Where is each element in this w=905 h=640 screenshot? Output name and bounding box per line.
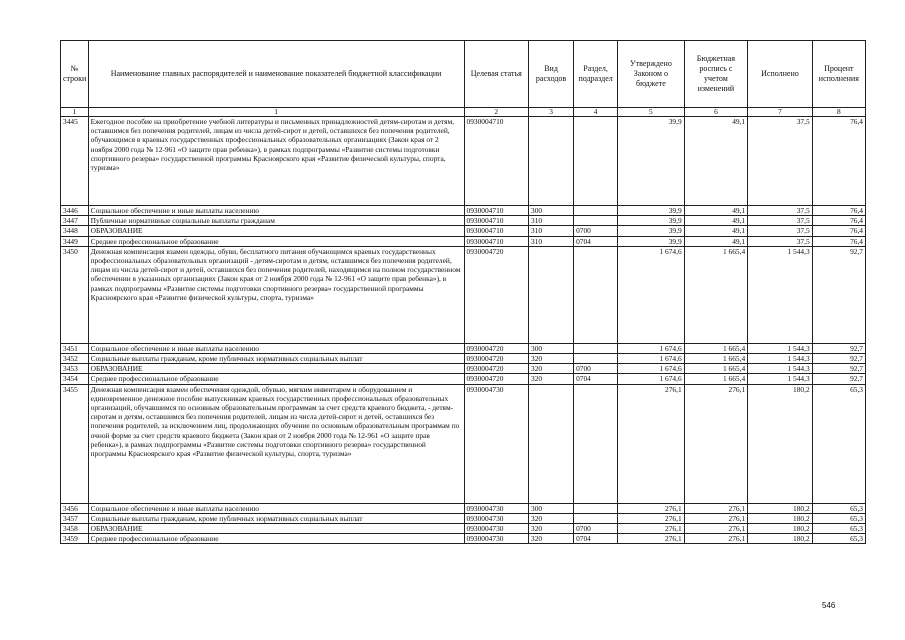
column-number: 1 [88, 108, 464, 117]
header-name: Наименование главных распорядителей и наименование показателей бюджетной классификации [88, 41, 464, 108]
row-percent: 92,7 [812, 246, 865, 343]
row-percent: 76,4 [812, 117, 865, 206]
row-approved: 276,1 [618, 384, 685, 503]
row-executed: 180,2 [748, 384, 813, 503]
header-expense-kind: Вид расходов [529, 41, 574, 108]
row-name: Среднее профессиональное образование [88, 236, 464, 246]
row-approved: 276,1 [618, 503, 685, 513]
table-row [61, 206, 866, 216]
row-schedule: 276,1 [684, 524, 747, 534]
column-number: 7 [748, 108, 813, 117]
row-executed: 37,5 [748, 226, 813, 236]
row-approved: 276,1 [618, 524, 685, 534]
table-row [61, 236, 866, 246]
header-schedule: Бюджетная роспись с учетом изменений [684, 41, 747, 108]
row-schedule: 1 665,4 [684, 343, 747, 353]
row-percent: 65,3 [812, 534, 865, 544]
table-row [61, 226, 866, 236]
row-executed: 37,5 [748, 206, 813, 216]
row-target: 0930004720 [464, 246, 529, 343]
row-schedule: 1 665,4 [684, 364, 747, 374]
row-kind: 300 [529, 503, 574, 513]
row-kind: 320 [529, 524, 574, 534]
row-kind [529, 384, 574, 503]
row-name: ОБРАЗОВАНИЕ [88, 226, 464, 236]
row-target: 0930004730 [464, 503, 529, 513]
row-section: 0700 [574, 364, 618, 374]
row-approved: 276,1 [618, 513, 685, 523]
row-schedule: 1 665,4 [684, 374, 747, 384]
row-schedule: 49,1 [684, 206, 747, 216]
row-kind [529, 117, 574, 206]
table-row [61, 216, 866, 226]
row-name: ОБРАЗОВАНИЕ [88, 364, 464, 374]
row-percent: 92,7 [812, 343, 865, 353]
row-name: Публичные нормативные социальные выплаты гражданам [88, 216, 464, 226]
row-name: Среднее профессиональное образование [88, 374, 464, 384]
row-percent: 92,7 [812, 354, 865, 364]
row-executed: 1 544,3 [748, 354, 813, 364]
row-name: Социальное обеспечение и иные выплаты населению [88, 206, 464, 216]
page-number: 546 [822, 601, 836, 610]
row-executed: 180,2 [748, 534, 813, 544]
table-header-row [61, 41, 866, 108]
row-number: 3447 [61, 216, 89, 226]
row-number: 3454 [61, 374, 89, 384]
row-name: Социальное обеспечение и иные выплаты населению [88, 503, 464, 513]
row-number: 3450 [61, 246, 89, 343]
row-name: Социальное обеспечение и иные выплаты населению [88, 343, 464, 353]
table-row [61, 503, 866, 513]
row-number: 3451 [61, 343, 89, 353]
row-executed: 1 544,3 [748, 374, 813, 384]
row-percent: 65,3 [812, 384, 865, 503]
header-target-article: Целевая статья [464, 41, 529, 108]
row-name: ОБРАЗОВАНИЕ [88, 524, 464, 534]
row-kind: 320 [529, 364, 574, 374]
row-name: Денежная компенсация взамен одежды, обуви, бесплатного питания обучающимся краевых государственных профессиональных образовательных организаций - детям-сиротам и детям, оставшимся без попечения родителей, лицам из числа детей-сирот и детей, оставшихся без попечения родителей, находящимся на полном государственном обеспечении в указанных организациях (Закон края от 2 ноября 2000 года № 12-961 «О защите прав ребенка»), в рамках подпрограммы «Развитие системы подготовки спортивного резерва» государственной программы Красноярского края «Развитие физической культуры, спорта, туризма» [88, 246, 464, 343]
row-schedule: 49,1 [684, 216, 747, 226]
row-target: 0930004710 [464, 236, 529, 246]
row-approved: 39,9 [618, 117, 685, 206]
row-percent: 92,7 [812, 364, 865, 374]
table-row [61, 354, 866, 364]
row-executed: 37,5 [748, 117, 813, 206]
column-number-row [61, 108, 866, 117]
row-percent: 92,7 [812, 374, 865, 384]
row-section [574, 354, 618, 364]
row-executed: 180,2 [748, 524, 813, 534]
column-number: 8 [812, 108, 865, 117]
row-section [574, 117, 618, 206]
row-name: Социальные выплаты гражданам, кроме публичных нормативных социальных выплат [88, 513, 464, 523]
row-schedule: 1 665,4 [684, 246, 747, 343]
row-target: 0930004720 [464, 374, 529, 384]
row-target: 0930004730 [464, 513, 529, 523]
table-row [61, 513, 866, 523]
table-row [61, 374, 866, 384]
row-section [574, 216, 618, 226]
row-target: 0930004730 [464, 384, 529, 503]
table-row [61, 117, 866, 206]
row-approved: 1 674,6 [618, 354, 685, 364]
row-name: Ежегодное пособие на приобретение учебной литературы и письменных принадлежностей детям-сиротам и детям, оставшимся без попечения родителей, лицам из числа детей-сирот и детей, оставшихся без попечения родителей, обучающимся в краевых государственных профессиональных образовательных организациях (Закон края от 2 ноября 2000 года № 12-961 «О защите прав ребенка»), в рамках подпрограммы «Развитие системы подготовки спортивного резерва» государственной программы Красноярского края «Развитие физической культуры, спорта, туризма» [88, 117, 464, 206]
row-number: 3446 [61, 206, 89, 216]
row-schedule: 276,1 [684, 534, 747, 544]
row-section: 0700 [574, 226, 618, 236]
row-section [574, 246, 618, 343]
row-section [574, 503, 618, 513]
table-row [61, 246, 866, 343]
row-executed: 1 544,3 [748, 343, 813, 353]
row-kind: 310 [529, 216, 574, 226]
row-approved: 1 674,6 [618, 364, 685, 374]
row-executed: 1 544,3 [748, 246, 813, 343]
row-kind: 320 [529, 374, 574, 384]
row-section [574, 513, 618, 523]
row-number: 3449 [61, 236, 89, 246]
column-number: 5 [618, 108, 685, 117]
row-approved: 1 674,6 [618, 246, 685, 343]
column-number: 1 [61, 108, 89, 117]
row-percent: 76,4 [812, 236, 865, 246]
row-target: 0930004710 [464, 226, 529, 236]
row-number: 3459 [61, 534, 89, 544]
table-row [61, 384, 866, 503]
row-schedule: 1 665,4 [684, 354, 747, 364]
row-name: Социальные выплаты гражданам, кроме публичных нормативных социальных выплат [88, 354, 464, 364]
row-approved: 276,1 [618, 534, 685, 544]
row-target: 0930004720 [464, 364, 529, 374]
budget-execution-table [60, 40, 866, 544]
row-target: 0930004720 [464, 354, 529, 364]
row-section: 0704 [574, 534, 618, 544]
row-approved: 1 674,6 [618, 343, 685, 353]
row-kind [529, 246, 574, 343]
row-executed: 180,2 [748, 513, 813, 523]
row-executed: 37,5 [748, 236, 813, 246]
column-number: 6 [684, 108, 747, 117]
row-approved: 39,9 [618, 216, 685, 226]
row-kind: 300 [529, 206, 574, 216]
row-target: 0930004730 [464, 524, 529, 534]
row-schedule: 276,1 [684, 384, 747, 503]
row-number: 3455 [61, 384, 89, 503]
table-row [61, 524, 866, 534]
row-number: 3453 [61, 364, 89, 374]
column-number: 2 [464, 108, 529, 117]
table-row [61, 364, 866, 374]
table-row [61, 534, 866, 544]
row-kind: 310 [529, 226, 574, 236]
row-percent: 76,4 [812, 206, 865, 216]
header-executed: Исполнено [748, 41, 813, 108]
row-section: 0704 [574, 374, 618, 384]
table-row [61, 343, 866, 353]
row-percent: 65,3 [812, 503, 865, 513]
row-approved: 39,9 [618, 226, 685, 236]
row-schedule: 276,1 [684, 513, 747, 523]
row-approved: 1 674,6 [618, 374, 685, 384]
row-target: 0930004710 [464, 216, 529, 226]
row-kind: 310 [529, 236, 574, 246]
row-target: 0930004720 [464, 343, 529, 353]
row-percent: 76,4 [812, 226, 865, 236]
row-section [574, 343, 618, 353]
row-percent: 65,3 [812, 524, 865, 534]
row-percent: 76,4 [812, 216, 865, 226]
row-executed: 1 544,3 [748, 364, 813, 374]
row-approved: 39,9 [618, 206, 685, 216]
row-kind: 320 [529, 534, 574, 544]
row-schedule: 49,1 [684, 226, 747, 236]
row-schedule: 276,1 [684, 503, 747, 513]
row-kind: 300 [529, 343, 574, 353]
header-row-number: № строки [61, 41, 89, 108]
row-target: 0930004730 [464, 534, 529, 544]
header-section: Раздел, подраздел [574, 41, 618, 108]
row-approved: 39,9 [618, 236, 685, 246]
row-section [574, 206, 618, 216]
header-approved: Утверждено Законом о бюджете [618, 41, 685, 108]
row-executed: 180,2 [748, 503, 813, 513]
row-percent: 65,3 [812, 513, 865, 523]
row-name: Среднее профессиональное образование [88, 534, 464, 544]
row-executed: 37,5 [748, 216, 813, 226]
column-number: 4 [574, 108, 618, 117]
row-schedule: 49,1 [684, 236, 747, 246]
row-number: 3457 [61, 513, 89, 523]
row-number: 3452 [61, 354, 89, 364]
row-schedule: 49,1 [684, 117, 747, 206]
row-number: 3458 [61, 524, 89, 534]
row-number: 3456 [61, 503, 89, 513]
column-number: 3 [529, 108, 574, 117]
row-section: 0700 [574, 524, 618, 534]
row-target: 0930004710 [464, 206, 529, 216]
row-section: 0704 [574, 236, 618, 246]
row-kind: 320 [529, 513, 574, 523]
row-section [574, 384, 618, 503]
row-name: Денежная компенсация взамен обеспечения одеждой, обувью, мягким инвентарем и оборудованием и единовременное денежное пособие выпускникам краевых государственных профессиональных образовательных организаций, обучавшимся по основным образовательным программам за счет средств краевого бюджета, - детям-сиротам и детям, оставшимся без попечения родителей, лицам из числа детей-сирот и детей, оставшихся без попечения родителей, за исключением лиц, продолжающих обучение по основным образовательным программам по очной форме за счет средств краевого бюджета (Закон края от 2 ноября 2000 года № 12-961 «О защите прав ребенка»), в рамках подпрограммы «Развитие системы подготовки спортивного резерва» государственной программы Красноярского края «Развитие физической культуры, спорта, туризма» [88, 384, 464, 503]
row-kind: 320 [529, 354, 574, 364]
row-number: 3448 [61, 226, 89, 236]
row-target: 0930004710 [464, 117, 529, 206]
header-percent: Процент исполнения [812, 41, 865, 108]
row-number: 3445 [61, 117, 89, 206]
